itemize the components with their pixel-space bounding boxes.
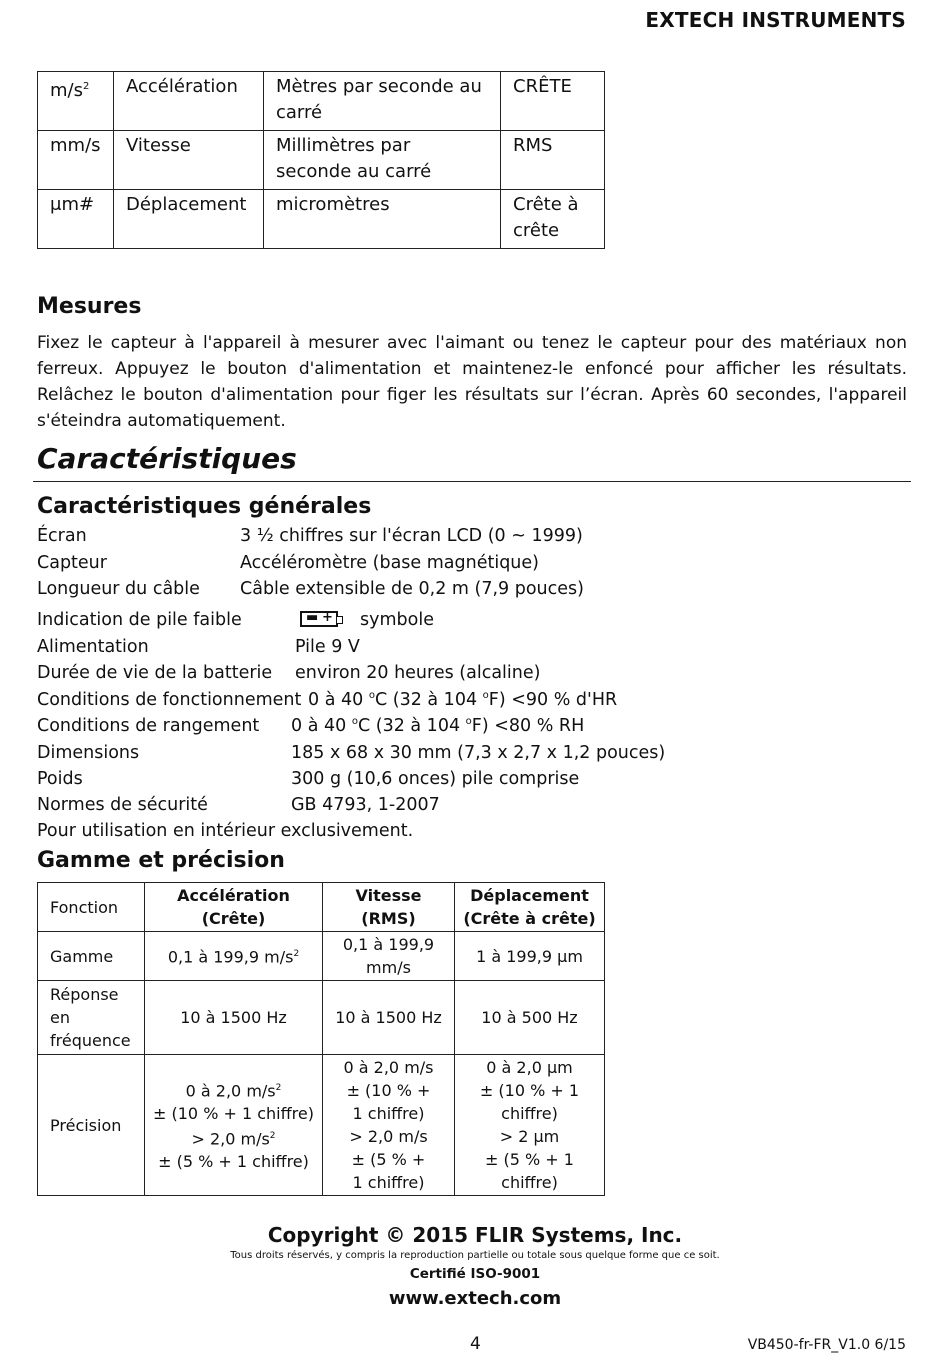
section-heading-mesures: Mesures	[37, 294, 142, 319]
row-label: Réponse en fréquence	[38, 981, 145, 1055]
footer-iso: Certifié ISO-9001	[409, 1266, 541, 1282]
table-row	[38, 190, 605, 249]
footer-website: www.extech.com	[388, 1288, 562, 1309]
footer-copyright: Copyright © 2015 FLIR Systems, Inc.	[267, 1223, 683, 1247]
header-cell: Vitesse (RMS)	[323, 883, 455, 932]
cell: 0 à 2,0 $m/s^2$ ± (10 % + 1 chiffre) > 2,0 $m/s^2$ ± (5 % + 1 chiffre)	[145, 1055, 323, 1196]
cell: 0 à 2,0 μm ± (10 % + 1 chiffre) > 2 μm ± (5 % + 1 chiffre)	[455, 1055, 605, 1196]
table-header-row	[38, 883, 605, 932]
unit-cell: mm/s	[38, 131, 114, 190]
subheading-general: Caractéristiques générales	[37, 494, 372, 519]
header-brand: EXTECH INSTRUMENTS	[645, 8, 906, 32]
unit-name-cell: Mètres par seconde au carré	[264, 72, 501, 131]
page-number: 4	[470, 1334, 481, 1354]
spec-value: 3 ½ chiffres sur l'écran LCD (0 ~ 1999)	[240, 526, 583, 546]
spec-value: 300 g (10,6 onces) pile comprise	[291, 769, 580, 789]
spec-value: Accéléromètre (base magnétique)	[240, 553, 539, 573]
spec-value: Pile 9 V	[295, 637, 360, 657]
spec-value: 185 x 68 x 30 mm (7,3 x 2,7 x 1,2 pouces)	[291, 743, 666, 763]
spec-label: Normes de sécurité	[37, 795, 208, 815]
units-table	[37, 71, 605, 249]
unit-name-cell: micromètres	[264, 190, 501, 249]
table-row	[38, 981, 605, 1055]
table-row	[38, 131, 605, 190]
cell: 0,1 à 199,9 $m/s^2$	[145, 932, 323, 981]
indoor-note: Pour utilisation en intérieur exclusivement.	[37, 821, 414, 841]
cell: 10 à 500 Hz	[455, 981, 605, 1055]
mode-cell: RMS	[501, 131, 605, 190]
unit-cell: $m/s^2$	[38, 72, 114, 131]
header-cell: Déplacement (Crête à crête)	[455, 883, 605, 932]
unit-name-cell: Millimètres par seconde au carré	[264, 131, 501, 190]
spec-label: Durée de vie de la batterie	[37, 663, 273, 683]
section-divider	[33, 481, 911, 482]
spec-value: 0 à 40 $^o$C (32 à 104 $^o$F) <80 % RH	[291, 716, 585, 736]
row-label: Gamme	[38, 932, 145, 981]
cell: 10 à 1500 Hz	[145, 981, 323, 1055]
spec-label: Dimensions	[37, 743, 140, 763]
spec-value: 0 à 40 $^o$C (32 à 104 $^o$F) <90 % d'HR	[308, 690, 618, 710]
spec-value: symbole	[360, 610, 434, 630]
quantity-cell: Déplacement	[114, 190, 264, 249]
range-table	[37, 882, 605, 1196]
mesures-paragraph: Fixez le capteur à l'appareil à mesurer avec l'aimant ou tenez le capteur pour des matériaux non ferreux. Appuyez le bouton d'alimentation et maintenez-le enfoncé pour afficher les résultats. Relâchez le bouton d'alimentation pour figer les résultats sur l’écran. Après 60 secondes, l'appareil s'éteindra automatiquement.	[37, 333, 907, 431]
cell: 1 à 199,9 μm	[455, 932, 605, 981]
mode-cell: CRÊTE	[501, 72, 605, 131]
battery-icon: ▬ +	[300, 610, 338, 629]
footer-rights: Tous droits réservés, y compris la reproduction partielle ou totale sous quelque forme que ce soit.	[230, 1250, 720, 1261]
table-row	[38, 1055, 605, 1196]
mode-cell: Crête à crête	[501, 190, 605, 249]
section-heading-caracteristiques: Caractéristiques	[37, 442, 297, 475]
spec-label: Conditions de fonctionnement	[37, 690, 302, 710]
cell: 0,1 à 199,9 mm/s	[323, 932, 455, 981]
quantity-cell: Accélération	[114, 72, 264, 131]
spec-label: Capteur	[37, 553, 107, 573]
header-cell: Fonction	[38, 883, 145, 932]
quantity-cell: Vitesse	[114, 131, 264, 190]
spec-value: GB 4793, 1-2007	[291, 795, 440, 815]
table-row	[38, 932, 605, 981]
spec-value: environ 20 heures (alcaline)	[295, 663, 541, 683]
doc-reference: VB450-fr-FR_V1.0 6/15	[747, 1337, 906, 1353]
spec-label: Poids	[37, 769, 83, 789]
spec-value: Câble extensible de 0,2 m (7,9 pouces)	[240, 579, 584, 599]
spec-label: Conditions de rangement	[37, 716, 260, 736]
spec-label: Alimentation	[37, 637, 149, 657]
cell: 10 à 1500 Hz	[323, 981, 455, 1055]
header-cell: Accélération (Crête)	[145, 883, 323, 932]
spec-label: Écran	[37, 526, 87, 546]
unit-cell: μm#	[38, 190, 114, 249]
spec-label: Indication de pile faible	[37, 610, 242, 630]
cell: 0 à 2,0 m/s ± (10 % + 1 chiffre) > 2,0 m/s ± (5 % + 1 chiffre)	[323, 1055, 455, 1196]
row-label: Précision	[38, 1055, 145, 1196]
spec-label: Longueur du câble	[37, 579, 200, 599]
subheading-gamme: Gamme et précision	[37, 848, 285, 873]
table-row	[38, 72, 605, 131]
